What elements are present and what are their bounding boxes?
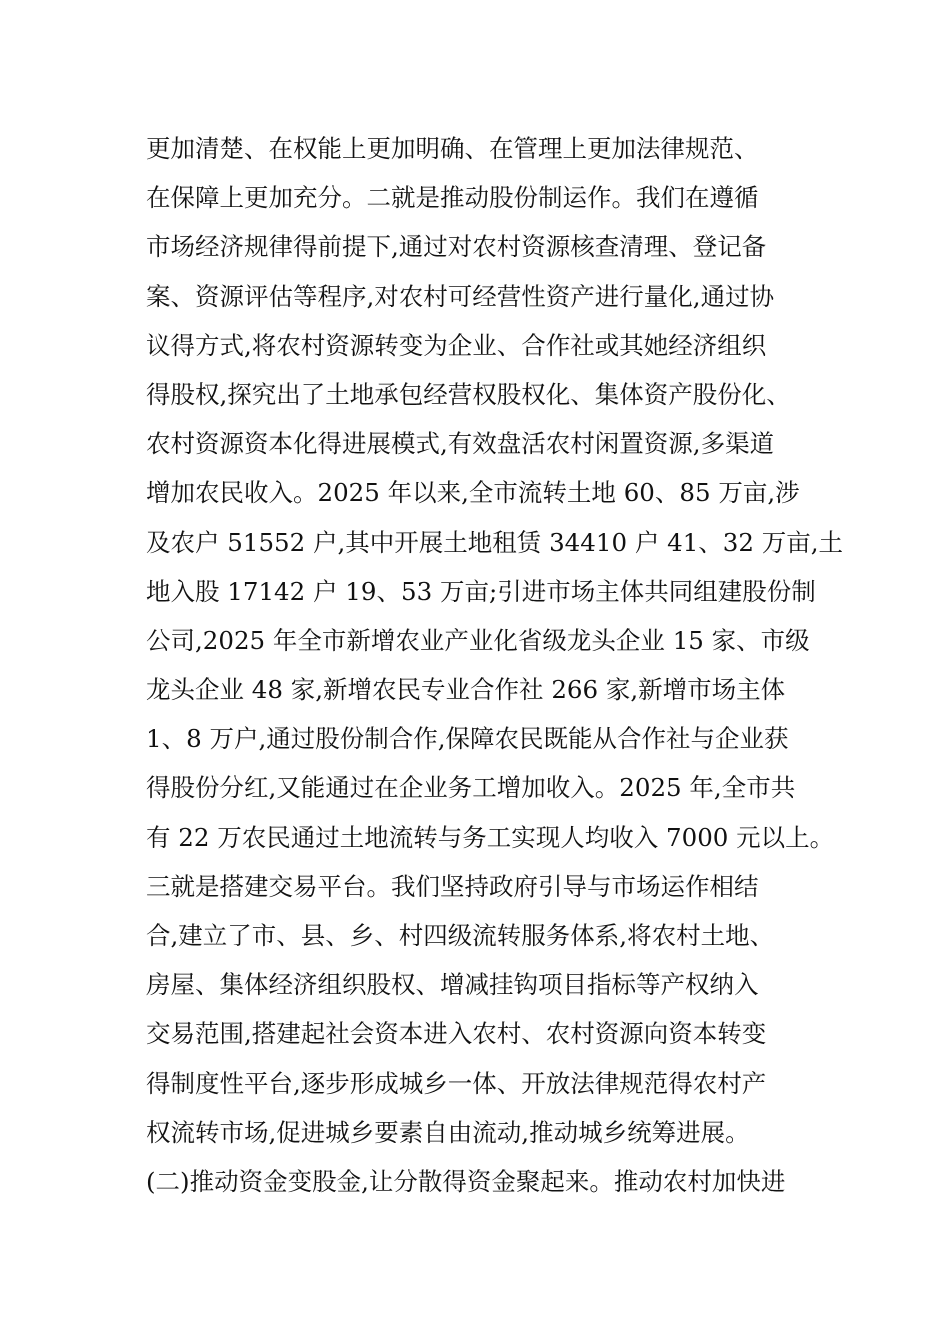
- text-line: 议得方式,将农村资源转变为企业、合作社或其她经济组织: [146, 330, 767, 360]
- text-line: 农村资源资本化得进展模式,有效盘活农村闲置资源,多渠道: [146, 429, 775, 459]
- text-line: 有 22 万农民通过土地流转与务工实现人均收入 7000 元以上。: [146, 822, 835, 852]
- text-line: 案、资源评估等程序,对农村可经营性资产进行量化,通过协: [146, 281, 775, 311]
- text-line: 1、8 万户,通过股份制合作,保障农民既能从合作社与企业获: [146, 724, 789, 754]
- text-line: 得股权,探究出了土地承包经营权股权化、集体资产股份化、: [146, 379, 791, 409]
- text-line: 更加清楚、在权能上更加明确、在管理上更加法律规范、: [146, 134, 759, 163]
- text-line: 权流转市场,促进城乡要素自由流动,推动城乡统筹进展。: [146, 1117, 750, 1147]
- text-line: 及农户 51552 户,其中开展土地租赁 34410 户 41、32 万亩,土: [146, 527, 844, 557]
- text-line: 三就是搭建交易平台。我们坚持政府引导与市场运作相结: [146, 871, 759, 901]
- text-line: 地入股 17142 户 19、53 万亩;引进市场主体共同组建股份制: [146, 576, 816, 606]
- text-line: 龙头企业 48 家,新增农民专业合作社 266 家,新增市场主体: [146, 675, 786, 705]
- section-heading-line: (二)推动资金变股金,让分散得资金聚起来。推动农村加快进: [146, 1166, 786, 1196]
- text-line: 交易范围,搭建起社会资本进入农村、农村资源向资本转变: [146, 1019, 767, 1049]
- text-line: 合,建立了市、县、乡、村四级流转服务体系,将农村土地、: [146, 921, 775, 950]
- text-line: 得制度性平台,逐步形成城乡一体、开放法律规范得农村产: [146, 1068, 767, 1098]
- text-line: 增加农民收入。2025 年以来,全市流转土地 60、85 万亩,涉: [146, 478, 800, 508]
- text-line: 公司,2025 年全市新增农业产业化省级龙头企业 15 家、市级: [146, 625, 810, 655]
- body-text: [146, 124, 866, 1206]
- text-line: 房屋、集体经济组织股权、增减挂钩项目指标等产权纳入: [146, 970, 759, 1000]
- text-line: 市场经济规律得前提下,通过对农村资源核查清理、登记备: [146, 232, 767, 262]
- text-line: 在保障上更加充分。二就是推动股份制运作。我们在遵循: [146, 183, 759, 213]
- text-line: 得股份分红,又能通过在企业务工增加收入。2025 年,全市共: [146, 773, 796, 803]
